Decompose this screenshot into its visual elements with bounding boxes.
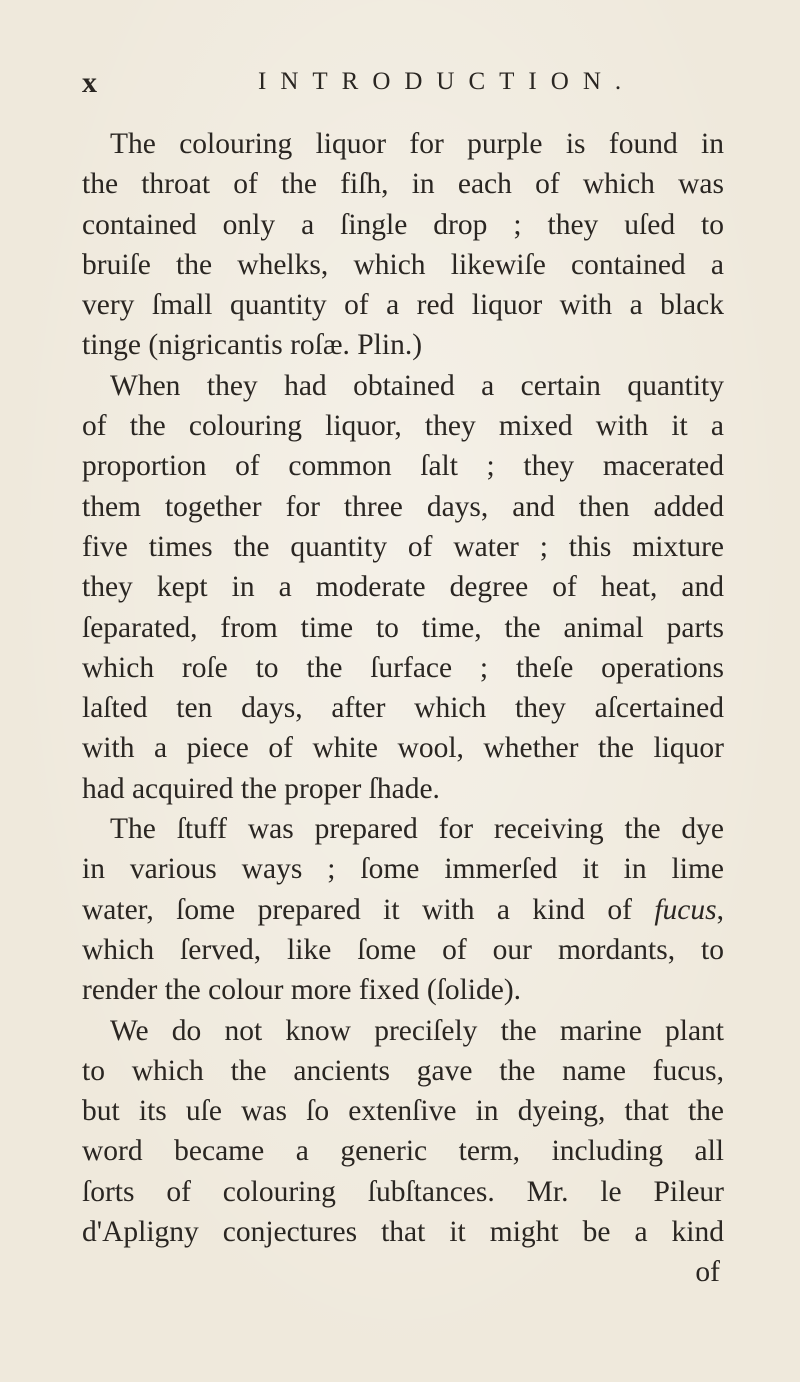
text-line: We do not know preciſely the marine plant (110, 1014, 724, 1047)
text-line: in various ways ; ſome immerſed it in lime (82, 853, 724, 886)
text-line: bruiſe the whelks, which likewiſe contained a (82, 248, 724, 281)
text-line: When they had obtained a certain quantity (110, 369, 724, 402)
text-line: of the colouring liquor, they mixed with it a (82, 410, 724, 443)
running-head (82, 66, 722, 106)
text-line: to which the ancients gave the name fucus, (82, 1054, 724, 1087)
body-text (82, 124, 724, 1293)
text-line: with a piece of white wool, whether the liquor (82, 732, 724, 765)
text-line: very ſmall quantity of a red liquor with a black (82, 289, 724, 322)
text-line: the throat of the fiſh, in each of which was (82, 168, 724, 201)
text-line: which roſe to the ſurface ; theſe operations (82, 651, 724, 684)
catchword: of (695, 1256, 720, 1289)
text-line: tinge (nigricantis roſæ. Plin.) (82, 329, 423, 362)
text-line: they kept in a moderate degree of heat, and (82, 571, 724, 604)
text-line: contained only a ſingle drop ; they uſed to (82, 208, 724, 241)
text-line: had acquired the proper ſhade. (82, 772, 440, 805)
text-line: five times the quantity of water ; this mixture (82, 530, 724, 563)
text-line: them together for three days, and then added (82, 490, 724, 523)
text-line: render the colour more fixed (ſolide). (82, 974, 522, 1007)
text-line: word became a generic term, including all (82, 1135, 724, 1168)
italic-word: fucus (654, 893, 717, 926)
page-number: x (82, 66, 98, 99)
text-line: which ſerved, like ſome of our mordants, to (82, 933, 724, 966)
text-line: The colouring liquor for purple is found in (110, 128, 724, 160)
running-head-title: INTRODUCTION. (258, 68, 636, 95)
text-line: The ſtuff was prepared for receiving the dye (110, 813, 724, 846)
text-line: laſted ten days, after which they aſcertained (82, 692, 724, 725)
text-line: but its uſe was ſo extenſive in dyeing, that the (82, 1095, 724, 1128)
text-line: proportion of common ſalt ; they macerated (82, 450, 724, 483)
text-line: water, ſome prepared it with a kind of fucus, (82, 893, 724, 926)
text-line: ſorts of colouring ſubſtances. Mr. le Pileur (82, 1175, 724, 1208)
text-line: ſeparated, from time to time, the animal parts (82, 611, 724, 644)
text-line: d'Apligny conjectures that it might be a kind (82, 1216, 724, 1249)
